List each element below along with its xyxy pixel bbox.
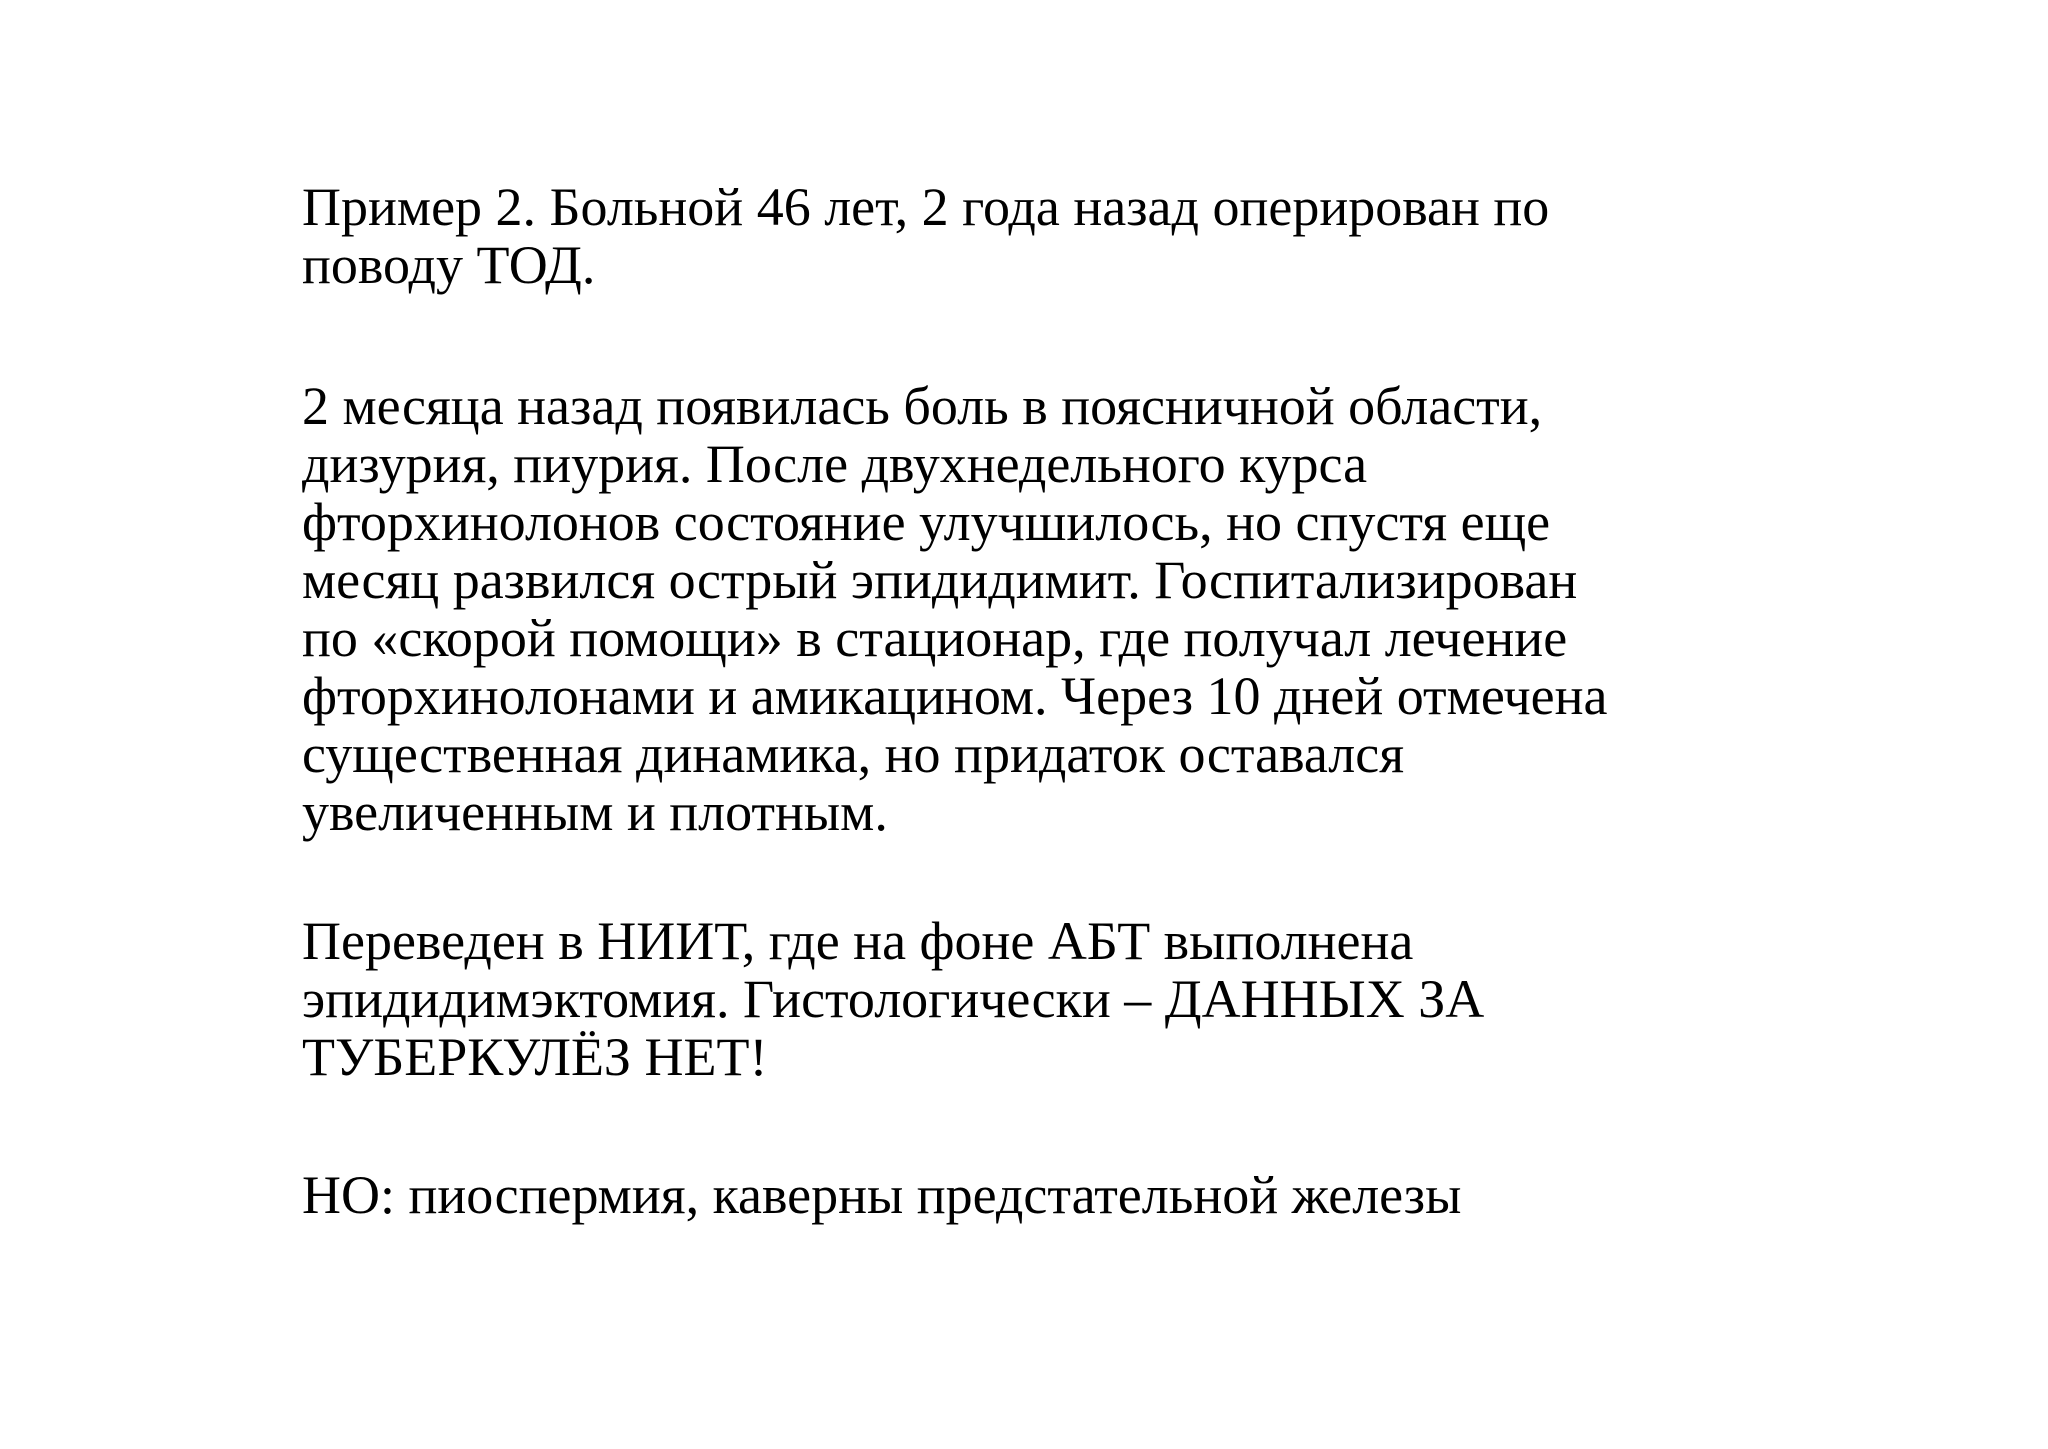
paragraph-line: по «скорой помощи» в стационар, где получал лечение xyxy=(302,608,1568,668)
paragraph-line: месяц развился острый эпидидимит. Госпитализирован xyxy=(302,550,1578,610)
paragraph-line: НО: пиоспермия, каверны предстательной железы xyxy=(302,1165,1462,1225)
paragraph-conclusion xyxy=(302,1166,1930,1224)
paragraph-line: фторхинолонов состояние улучшилось, но спустя еще xyxy=(302,492,1551,552)
paragraph-line: ТУБЕРКУЛЁЗ НЕТ! xyxy=(302,1027,768,1087)
paragraph-line: Переведен в НИИТ, где на фоне АБТ выполнена xyxy=(302,911,1414,971)
paragraph-case-intro xyxy=(302,178,1930,294)
paragraph-history xyxy=(302,377,1930,841)
paragraph-line: фторхинолонами и амикацином. Через 10 дней отмечена xyxy=(302,666,1608,726)
paragraph-line: поводу ТОД. xyxy=(302,235,596,295)
paragraph-line: дизурия, пиурия. После двухнедельного курса xyxy=(302,434,1368,494)
paragraph-line: Пример 2. Больной 46 лет, 2 года назад оперирован по xyxy=(302,177,1550,237)
paragraph-line: увеличенным и плотным. xyxy=(302,782,888,842)
paragraph-line: 2 месяца назад появилась боль в поясничной области, xyxy=(302,376,1543,436)
paragraph-line: существенная динамика, но придаток оставался xyxy=(302,724,1405,784)
paragraph-transfer xyxy=(302,912,1930,1086)
paragraph-line: эпидидимэктомия. Гистологически – ДАННЫХ ЗА xyxy=(302,969,1485,1029)
